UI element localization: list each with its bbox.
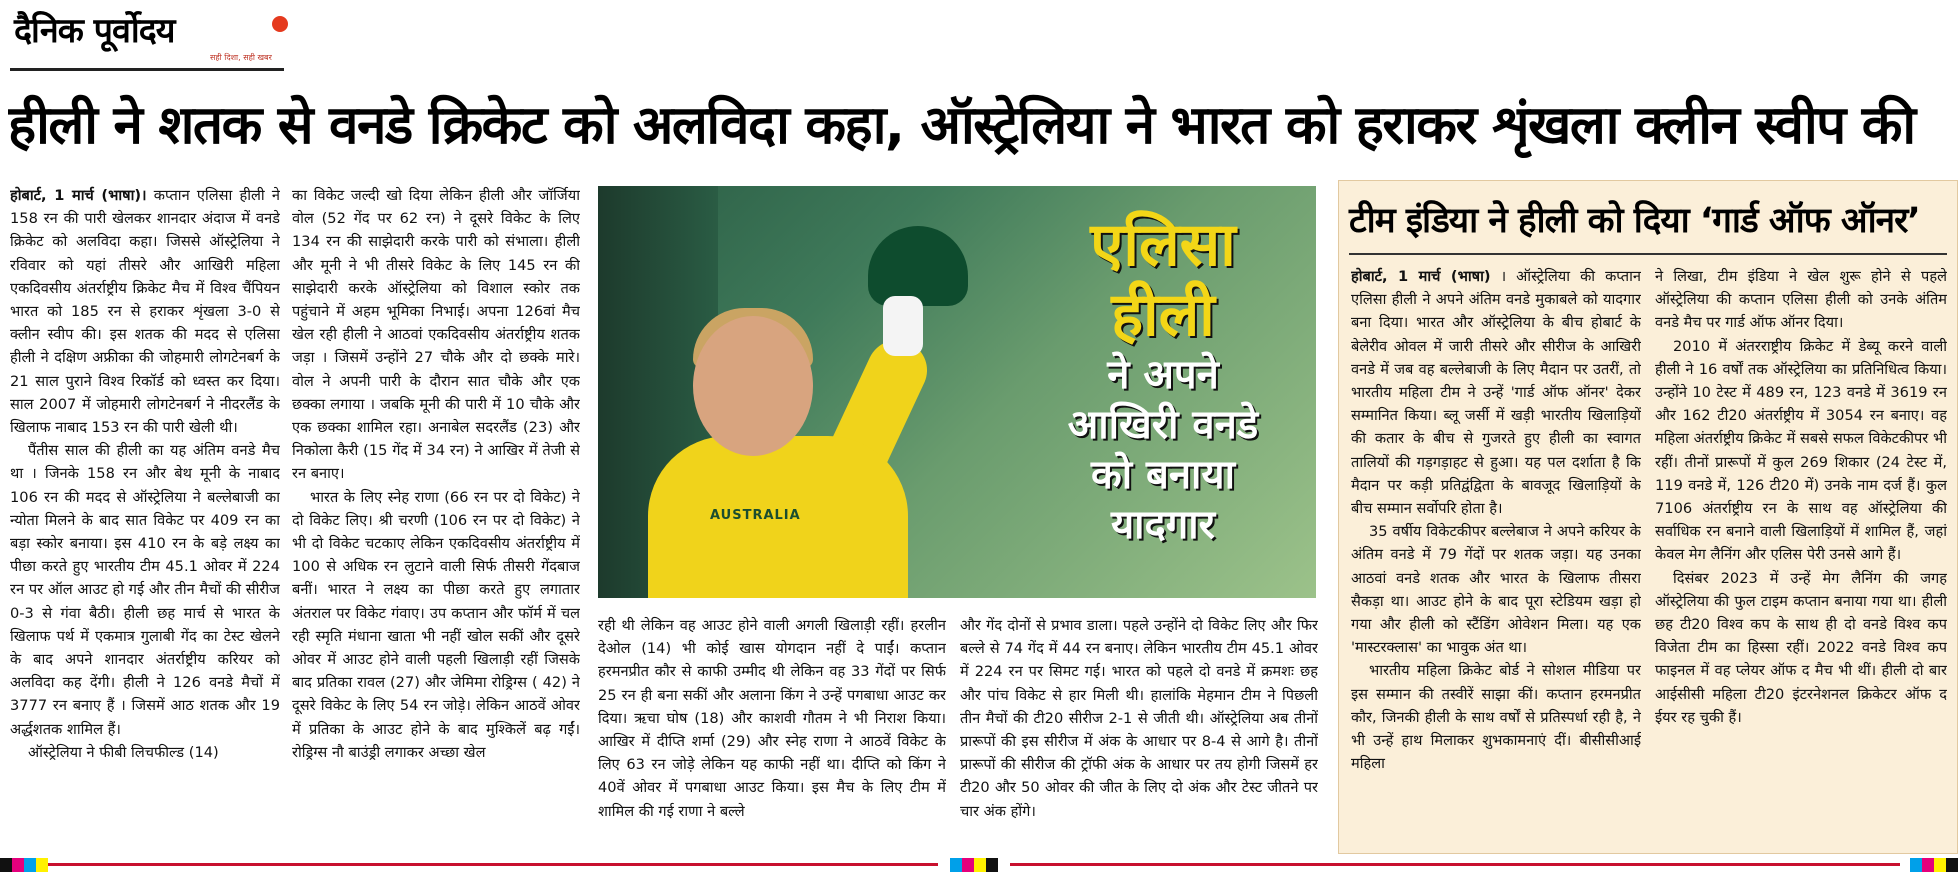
photo-overlay-line-5: को बनाया: [1091, 452, 1235, 498]
paragraph-text: और गेंद दोनों से प्रभाव डाला। पहले उन्होंने दो विकेट लिए और फिर बल्ले से 74 गेंद में 44 रन बनाए। लेकिन भारतीय टीम 45.1 ओवर में 224 रन पर सिमट गई। भारत को पहले दो वनडे में क्रमशः छह और पांच विकेट से हार मिली थी। हालांकि मेहमान टीम ने पिछली तीन मैचों की टी20 सीरीज 2-1 से जीती थी। ऑस्ट्रेलिया अब तीनों प्रारूपों की इस सीरीज में अंक के आधार पर 8-4 से आगे है। तीनों प्रारूपों की सीरीज की ट्रॉफी अंक के आधार पर तय होगी जिसमें हर टी20 और 50 ओवर की जीत के लिए दो अंक और टेस्ट जीतने पर चार अंक होंगे।: [960, 617, 1318, 820]
sidebar-story: [1338, 180, 1958, 854]
masthead-divider: [10, 68, 284, 71]
article-paragraph: [1655, 265, 1947, 335]
paragraph-text: भारतीय महिला क्रिकेट बोर्ड ने सोशल मीडिया पर इस सम्मान की तस्वीरें साझा कीं। कप्तान हरमनप्रीत कौर, जिनकी हीली के साथ वर्षों से प्रतिस्पर्धा रही है, ने भी उन्हें हाथ मिलाकर शुभकामनाएं दीं। बीसीसीआई महिला: [1351, 662, 1641, 773]
photo-overlay-line-4: आखिरी वनडे: [1067, 402, 1259, 448]
cmyk-mark-icon: [962, 858, 974, 872]
cmyk-mark-icon: [1946, 858, 1958, 872]
article-paragraph: [1351, 265, 1641, 520]
cmyk-mark-icon: [1934, 858, 1946, 872]
paragraph-text: कप्तान एलिसा हीली ने 158 रन की पारी खेलकर शानदार अंदाज में वनडे क्रिकेट को अलविदा कहा। जिससे ऑस्ट्रेलिया ने रविवार को यहां तीसरे और आखिरी महिला एकदिवसीय अंतर्राष्ट्रीय क्रिकेट मैच में विश्व चैंपियन भारत को 185 रन से हराकर शृंखला 3-0 से क्लीन स्वीप की। इस शतक की मदद से एलिसा हीली ने दक्षिण अफ्रीका की जोहमारी लोगटेनबर्ग के 21 साल पुराने विश्व रिकॉर्ड को ध्वस्त कर दिया। साल 2007 में जोहमारी लोगटेनबर्ग ने नीदरलैंड के खिलाफ नाबाद 153 रन की पारी खेली थी।: [10, 187, 280, 437]
article-paragraph: [1655, 335, 1947, 567]
article-paragraph: [1655, 567, 1947, 729]
masthead-logo-dot-icon: [272, 16, 288, 32]
article-column-1: [10, 184, 280, 848]
masthead-tagline: सही दिशा, सही खबर: [210, 53, 272, 62]
paragraph-text: भारत के लिए स्नेह राणा (66 रन पर दो विकेट) ने दो विकेट लिए। श्री चरणी (106 रन पर दो विकेट) ने भी दो विकेट चटकाए लेकिन एकदिवसीय अंतर्राष्ट्रीय में 100 से अधिक रन लुटाने वाली सिर्फ तीसरी गेंदबाज बनीं। भारत ने लक्ष्य का पीछा करते हुए लगातार अंतराल पर विकेट गंवाए। उप कप्तान और फॉर्म में चल रही स्मृति मंधाना खाता भी नहीं खोल सकीं और दूसरे ओवर में आउट होने वाली पहली खिलाड़ी रहीं जिसके बाद प्रतिका रावल (27) और जेमिमा रोड्रिग्स ( 42) ने दूसरे विकेट के लिए 54 रन जोड़े। लेकिन आठवें ओवर में प्रतिका के आउट होने के बाद मुश्किलें बढ़ गईं। रोड्रिग्स नौ बाउंड्री लगाकर अच्छा खेल: [292, 488, 580, 761]
article-paragraph: [10, 184, 280, 439]
dateline: होबार्ट, 1 मार्च (भाषा)।: [10, 187, 147, 204]
cmyk-mark-icon: [0, 858, 12, 872]
cmyk-mark-icon: [24, 858, 36, 872]
cmyk-mark-icon: [986, 858, 998, 872]
article-paragraph: [292, 184, 580, 486]
paragraph-text: पैंतीस साल की हीली का यह अंतिम वनडे मैच था । जिनके 158 रन और बेथ मूनी के नाबाद 106 रन की मदद से ऑस्ट्रेलिया ने बल्लेबाजी का न्योता मिलने के बाद सात विकेट पर 409 रन का बड़ा स्कोर बनाया। इस 410 रन के बड़े लक्ष्य का पीछा करते हुए भारतीय टीम 45.1 ओवर में 224 रन पर ऑल आउट हो गई और तीन मैचों की सीरीज 0-3 से गंवा बैठी। हीली छह मार्च से भारत के खिलाफ पर्थ में एकमात्र गुलाबी गेंद का टेस्ट खेलने के बाद अपने शानदार अंतर्राष्ट्रीय करियर को अलविदा कह देंगी। हीली ने 126 वनडे मैचों में 3777 रन बनाए हैं । जिसमें आठ शतक और 19 अर्द्धशतक शामिल हैं।: [10, 442, 280, 738]
article-column-2: [292, 184, 580, 848]
cmyk-mark-icon: [950, 858, 962, 872]
footer-print-bar: [0, 858, 1960, 874]
main-headline: हीली ने शतक से वनडे क्रिकेट को अलविदा कहा, ऑस्ट्रेलिया ने भारत को हराकर शृंखला क्लीन स्वीप की: [8, 95, 1915, 156]
paragraph-text: । ऑस्ट्रेलिया की कप्तान एलिसा हीली ने अपने अंतिम वनडे मुकाबले को यादगार बना दिया। भारत और ऑस्ट्रेलिया के बीच होबार्ट के बेलेरीव ओवल में जारी तीसरे और सीरीज के आखिरी वनडे में जब वह बल्लेबाजी के लिए मैदान पर उतरीं, तो भारतीय महिला टीम ने उन्हें 'गार्ड ऑफ ऑनर' देकर सम्मानित किया। ब्लू जर्सी में खड़ी भारतीय खिलाड़ियों की कतार के बीच से गुजरते हुए हीली का स्वागत तालियों की गड़गड़ाहट से हुआ। यह पल दर्शाता है कि मैदान पर कड़ी प्रतिद्वंद्विता के बावजूद खिलाड़ियों के बीच सम्मान सर्वोपरि होता है।: [1351, 268, 1641, 518]
article-column-4: [960, 614, 1318, 850]
article-paragraph: [1351, 659, 1641, 775]
footer-red-rule-right: [1010, 863, 1900, 866]
masthead: [14, 6, 284, 66]
article-column-3: [598, 614, 946, 850]
sidebar-headline: टीम इंडिया ने हीली को दिया ‘गार्ड ऑफ ऑनर’: [1349, 201, 1920, 241]
cmyk-mark-icon: [974, 858, 986, 872]
sidebar-divider: [1349, 253, 1947, 255]
cmyk-mark-icon: [12, 858, 24, 872]
paragraph-text: दिसंबर 2023 में उन्हें मेग लैनिंग की जगह ऑस्ट्रेलिया की फुल टाइम कप्तान बनाया गया था। हीली छह टी20 विश्व कप के साथ ही दो वनडे विश्व कप विजेता टीम का हिस्सा रहीं। 2022 वनडे विश्व कप फाइनल में वह प्लेयर ऑफ द मैच भी थीं। हीली दो बार आईसीसी महिला टी20 इंटरनेशनल क्रिकेटर ऑफ द ईयर रह चुकी हैं।: [1655, 569, 1947, 726]
article-paragraph: [598, 614, 946, 823]
paragraph-text: रही थी लेकिन वह आउट होने वाली अगली खिलाड़ी रहीं। हरलीन देओल (14) भी कोई खास योगदान नहीं दे पाईं। कप्तान हरमनप्रीत कौर से काफी उम्मीद थी लेकिन वह 33 गेंदों पर सिर्फ 25 रन ही बना सकीं और अलाना किंग ने उन्हें पगबाधा आउट कर दिया। ऋचा घोष (18) और काशवी गौतम ने भी निराश किया। आखिर में दीप्ति शर्मा (29) और स्नेह राणा ने आठवें विकेट के लिए 63 रन जोड़े लेकिन यह काफी नहीं था। दीप्ति को किंग ने 40वें ओवर में पगबाधा आउट किया। इस मैच के लिए टीम में शामिल की गई राणा ने बल्ले: [598, 617, 946, 820]
article-photo: [598, 186, 1316, 598]
article-paragraph: [10, 741, 280, 764]
article-paragraph: [1351, 520, 1641, 659]
cmyk-mark-icon: [1922, 858, 1934, 872]
photo-overlay-line-2: हीली: [1111, 280, 1215, 350]
article-paragraph: [10, 439, 280, 741]
photo-overlay-line-1: एलिसा: [1090, 210, 1236, 280]
photo-jersey-text: AUSTRALIA: [710, 508, 801, 523]
photo-overlay-line-3: ने अपने: [1107, 352, 1219, 398]
cmyk-mark-icon: [36, 858, 48, 872]
cmyk-mark-icon: [1910, 858, 1922, 872]
photo-overlay-text: [1018, 210, 1308, 550]
footer-red-rule-left: [48, 863, 938, 866]
photo-player-face: [693, 316, 813, 456]
photo-helmet-icon: [868, 226, 968, 306]
paragraph-text: 2010 में अंतरराष्ट्रीय क्रिकेट में डेब्यू करने वाली हीली ने 16 वर्षों तक ऑस्ट्रेलिया का प्रतिनिधित्व किया। उन्होंने 10 टेस्ट में 489 रन, 123 वनडे में 3619 रन और 162 टी20 अंतर्राष्ट्रीय में 3054 रन बनाए। वह महिला अंतर्राष्ट्रीय क्रिकेट में सबसे सफल विकेटकीपर भी रहीं। तीनों प्रारूपों में कुल 269 शिकार (24 टेस्ट में, 119 वनडे में, 126 टी20 में) उनके नाम दर्ज हैं। कुल 7106 अंतर्राष्ट्रीय रन के साथ वह ऑस्ट्रेलिया की सर्वाधिक रन बनाने वाली खिलाड़ियों में शामिल हैं, जहां केवल मेग लैनिंग और एलिस पेरी उनसे आगे हैं।: [1655, 337, 1947, 564]
photo-glove-icon: [883, 296, 923, 356]
sidebar-column-1: [1351, 265, 1641, 845]
dateline: होबार्ट, 1 मार्च (भाषा): [1351, 268, 1491, 285]
article-paragraph: [960, 614, 1318, 823]
paragraph-text: ने लिखा, टीम इंडिया ने खेल शुरू होने से पहले ऑस्ट्रेलिया की कप्तान एलिसा हीली को उनके अंतिम वनडे मैच पर गार्ड ऑफ ऑनर दिया।: [1655, 268, 1947, 332]
paragraph-text: का विकेट जल्दी खो दिया लेकिन हीली और जॉर्जिया वोल (52 गेंद पर 62 रन) ने दूसरे विकेट के लिए 134 रन की साझेदारी करके पारी को संभाला। हीली और मूनी ने भी तीसरे विकेट के लिए 145 रन की साझेदारी करके ऑस्ट्रेलिया को विशाल स्कोर तक पहुंचाने में अहम भूमिका निभाई। अपना 126वां मैच खेल रही हीली ने आठवां एकदिवसीय अंतर्राष्ट्रीय शतक जड़ा । जिसमें उन्होंने 27 चौके और दो छक्के मारे। वोल ने अपनी पारी के दौरान सात चौके और एक छक्का लगाया । जबकि मूनी की पारी में 10 चौके और एक छक्का शामिल रहा। अनाबेल सदरलैंड (23) और निकोला कैरी (15 गेंद में 34 रन) ने आखिर में तेजी से रन बनाए।: [292, 187, 580, 483]
article-paragraph: [292, 486, 580, 764]
paragraph-text: 35 वर्षीय विकेटकीपर बल्लेबाज ने अपने करियर के अंतिम वनडे में 79 गेंदों पर शतक जड़ा। यह उनका आठवां वनडे शतक और भारत के खिलाफ तीसरा सैकड़ा था। आउट होने के बाद पूरा स्टेडियम खड़ा हो गया और हीली को स्टैंडिंग ओवेशन मिला। यह एक 'मास्टरक्लास' का भावुक अंत था।: [1351, 523, 1641, 657]
paragraph-text: ऑस्ट्रेलिया ने फीबी लिचफील्ड (14): [28, 743, 219, 761]
masthead-title: दैनिक पूर्वोदय: [14, 11, 175, 51]
sidebar-column-2: [1655, 265, 1947, 845]
photo-overlay-line-6: यादगार: [1110, 502, 1216, 548]
